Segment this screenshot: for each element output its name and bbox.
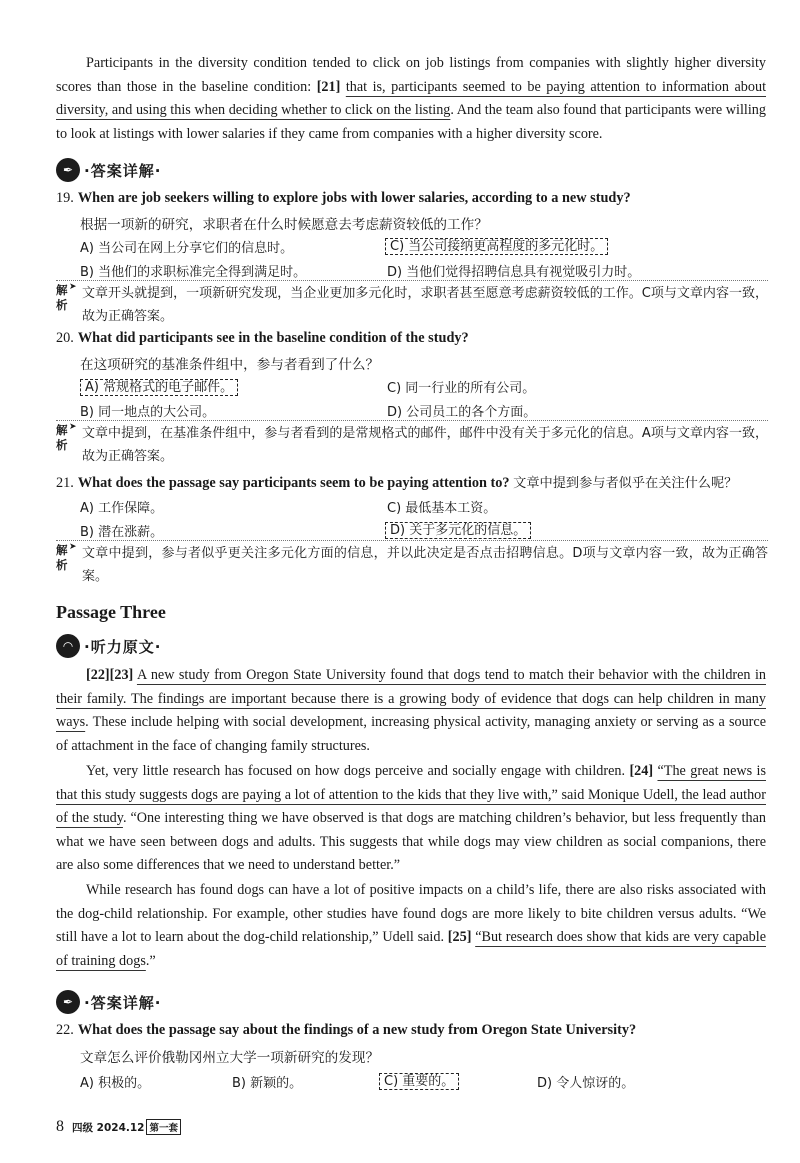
option-b: B) 同一地点的大公司。 bbox=[80, 405, 216, 420]
set-label: 第一套 bbox=[146, 1119, 181, 1135]
option-a-correct: A) 常规格式的电子邮件。 bbox=[80, 379, 238, 396]
section-label: ·答案详解· bbox=[84, 993, 162, 1012]
option-a: A) 当公司在网上分享它们的信息时。 bbox=[80, 241, 294, 256]
option-c: C) 同一行业的所有公司。 bbox=[387, 381, 536, 396]
option-b: B) 当他们的求职标准完全得到满足时。 bbox=[80, 265, 307, 280]
passage-paragraph-1 bbox=[56, 664, 766, 758]
lightbulb-icon: ✒ bbox=[56, 990, 80, 1014]
answer-explanation-header-2 bbox=[56, 989, 161, 1015]
underlined-evidence: that is, participants seemed to be paying attention to information about diversity, and using this when deciding whether to click on the listing bbox=[56, 78, 767, 118]
option-a: A) 工作保障。 bbox=[80, 501, 164, 516]
headphones-icon: ◠ bbox=[56, 634, 80, 658]
lightbulb-icon: ✒ bbox=[56, 158, 80, 182]
question-translation: 在这项研究的基准条件组中，参与者看到了什么？ bbox=[80, 357, 380, 373]
option-c-correct: C) 重要的。 bbox=[379, 1073, 459, 1090]
analysis-label: 解析 bbox=[56, 543, 68, 572]
exam-label: 四级 2024.12 bbox=[72, 1121, 145, 1134]
question-translation: 文章怎么评价俄勒冈州立大学一项新研究的发现？ bbox=[80, 1050, 380, 1066]
option-d: D) 令人惊讶的。 bbox=[537, 1076, 635, 1091]
passage-intro-paragraph bbox=[56, 52, 766, 146]
passage-title: Passage Three bbox=[56, 602, 166, 622]
question-text: What does the passage say about the findings of a new study from Oregon State University? bbox=[77, 1022, 637, 1038]
paragraph-text: While research has found dogs can have a lot of positive impacts on a child’s life, there are also risks associated with the dog-child relationship. For example, other studies have found dogs are more likely to bite children versus adults. “We still have a lot to learn about the dog-child relationship,” Udell said. bbox=[56, 882, 766, 945]
answer-tag: [21] bbox=[316, 78, 341, 95]
section-label: ·听力原文· bbox=[84, 637, 162, 656]
option-d: D) 公司员工的各个方面。 bbox=[387, 405, 537, 420]
passage-paragraph-2 bbox=[56, 760, 766, 878]
question-text: What does the passage say participants seem to be paying attention to? bbox=[77, 475, 510, 491]
page-footer bbox=[56, 1118, 181, 1136]
underlined-evidence: “The great news is that this study suggests dogs are paying a lot of attention to the kids that they live with,” said Monique Udell, the lead author of the study bbox=[56, 763, 766, 826]
underlined-evidence: A new study from Oregon State University found that dogs tend to match their behavior with the children in their family. The findings are important because there is a growing body of evidence that dogs can help children in many ways bbox=[56, 667, 766, 730]
paragraph-text-end: . “One interesting thing we have observed is that dogs are matching children’s behavior, but less frequently than what we have seen between dogs and adults. This suggests that while dogs may view children as social companions, there are also some differences that we need to understand better.” bbox=[56, 810, 766, 873]
question-19 bbox=[56, 190, 631, 207]
arrow-icon: ➤ bbox=[69, 542, 77, 552]
intro-text: Participants in the diversity condition tended to click on job listings from companies with slightly higher diversity scores than those in the baseline condition: bbox=[56, 55, 766, 95]
option-d: D) 当他们觉得招聘信息具有视觉吸引力时。 bbox=[387, 265, 641, 280]
arrow-icon: ➤ bbox=[69, 282, 77, 292]
question-number: 20. bbox=[56, 330, 74, 346]
option-d-correct: D) 关于多元化的信息。 bbox=[385, 522, 531, 539]
option-a: A) 积极的。 bbox=[80, 1076, 151, 1091]
question-number: 21. bbox=[56, 475, 74, 491]
arrow-icon: ➤ bbox=[69, 422, 77, 432]
listening-transcript-header bbox=[56, 633, 161, 659]
question-22 bbox=[56, 1022, 636, 1039]
intro-text-end: . And the team also found that participants were willing to look at listings with lower salaries if they came from companies with a higher diversity score. bbox=[56, 102, 766, 142]
analysis-block-20 bbox=[56, 420, 768, 468]
analysis-label: 解析 bbox=[56, 423, 68, 452]
question-translation: 文章中提到参与者似乎在关注什么呢？ bbox=[513, 476, 738, 491]
question-number: 22. bbox=[56, 1022, 74, 1038]
paragraph-text: . These include helping with social development, increasing physical activity, managing anxiety or serving as a source of attachment in the face of changing family structures. bbox=[56, 714, 766, 754]
paragraph-text-end: .” bbox=[145, 952, 156, 969]
section-label: ·答案详解· bbox=[84, 161, 162, 180]
option-c-correct: C) 当公司接纳更高程度的多元化时。 bbox=[385, 238, 608, 255]
answer-explanation-header bbox=[56, 157, 161, 183]
page-number: 8 bbox=[56, 1118, 64, 1135]
question-text: What did participants see in the baseline condition of the study? bbox=[77, 330, 469, 346]
analysis-label: 解析 bbox=[56, 283, 68, 312]
option-c: C) 最低基本工资。 bbox=[387, 501, 497, 516]
answer-tag: [25] bbox=[447, 929, 472, 945]
paragraph-text: Yet, very little research has focused on how dogs perceive and socially engage with children. bbox=[86, 763, 630, 779]
question-text: When are job seekers willing to explore jobs with lower salaries, according to a new study? bbox=[77, 190, 631, 206]
answer-tag: [24] bbox=[629, 763, 654, 779]
analysis-text: 文章开头就提到，一项新研究发现，当企业更加多元化时，求职者甚至愿意考虑薪资较低的工作。C项与文章内容一致，故为正确答案。 bbox=[82, 286, 768, 324]
question-21 bbox=[56, 472, 737, 492]
question-number: 19. bbox=[56, 190, 74, 206]
option-b: B) 潜在涨薪。 bbox=[80, 525, 164, 540]
analysis-block-19 bbox=[56, 280, 768, 330]
question-20 bbox=[56, 330, 469, 347]
question-translation: 根据一项新的研究，求职者在什么时候愿意去考虑薪资较低的工作？ bbox=[80, 217, 488, 233]
answer-tag: [22][23] bbox=[86, 667, 134, 683]
passage-paragraph-3 bbox=[56, 879, 766, 973]
option-b: B) 新颖的。 bbox=[232, 1076, 303, 1091]
analysis-block-21 bbox=[56, 540, 768, 590]
analysis-text: 文章中提到，参与者似乎更关注多元化方面的信息，并以此决定是否点击招聘信息。D项与文章内容一致，故为正确答案。 bbox=[82, 546, 768, 584]
underlined-evidence: “But research does show that kids are very capable of training dogs bbox=[56, 929, 767, 969]
analysis-text: 文章中提到，在基准条件组中，参与者看到的是常规格式的邮件，邮件中没有关于多元化的信息。A项与文章内容一致，故为正确答案。 bbox=[82, 426, 768, 464]
